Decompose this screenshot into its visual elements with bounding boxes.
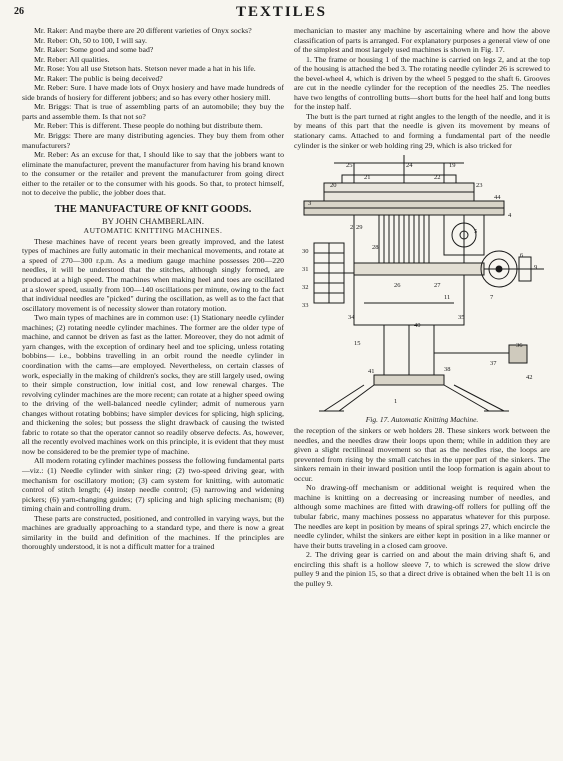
body-paragraph: These parts are constructed, positioned, and controlled in varying ways, but the machines are gradually approaching to a standard type, and there is now a great similarity in the build and definition of the machines. If the principles are thoroughly understood, it is not a difficult matter for a trained (22, 513, 284, 552)
figure-part-label: 24 (406, 162, 413, 170)
figure-caption: Fig. 17. Automatic Knitting Machine. (365, 415, 479, 425)
page-number: 26 (14, 6, 24, 17)
dialogue-line: Mr. Rose: You all use Stetson hats. Stetson never made a hat in his life. (34, 64, 256, 74)
figure-part-label: 7 (490, 294, 494, 302)
figure-part-label: 30 (302, 248, 309, 256)
dialogue-line: Mr. Reber: Sure. I have made lots of Onyx hosiery and have made hundreds of side brands of hosiery for different jobbers; and so has every other hosiery mill. (22, 83, 284, 102)
dialogue-line: Mr. Reber: All qualities. (34, 54, 110, 64)
figure-part-label: 4 (508, 212, 512, 220)
knitting-machine-drawing (294, 153, 550, 415)
figure-part-label: 28 (372, 244, 379, 252)
section-subhead: AUTOMATIC KNITTING MACHINES. (83, 225, 223, 235)
dialogue-line: Mr. Raker: Some good and some bad? (34, 45, 154, 55)
figure-part-label: 20 (330, 182, 337, 190)
figure-part-label: 23 (476, 182, 483, 190)
dialogue-line: Mr. Reber: Oh, 50 to 100, I will say. (34, 35, 147, 45)
machine-figure (294, 153, 550, 425)
figure-part-label: 37 (490, 360, 497, 368)
body-paragraph: No drawing-off mechanism or additional weight is required when the machine is knitting on a decreasing or increasing number of needles, and although some machines are fitted with drawing-off rollers for pulling off the tubular fabric, many machines possess no apparatus whatever for this purpose. The needles are kept in position by means of spiral springs 27, which encircle the needle cylinder, whilst the sinkers are either kept in position in a like manner or have their butts traveling in a closed cam groove. (294, 483, 550, 550)
figure-part-label: 22 (434, 174, 441, 182)
dialogue-line: Mr. Reber: This is different. These people do nothing but distribute them. (34, 121, 263, 131)
figure-part-label: 9 (534, 264, 538, 272)
body-paragraph: the reception of the sinkers or web holders 28. These sinkers work between the needles, and the needles draw their loops upon them; while in addition they are given a slight rectilineal movement so that as the needles rise, the loops are prevented from rising by the small catches in the upper part of the sinkers. The sinkers remain in their inward position until the loop formation is again about to occur. (294, 426, 550, 483)
right-column (294, 26, 550, 588)
figure-part-label: 38 (444, 366, 451, 374)
figure-part-label: 6 (520, 252, 524, 260)
running-title: TEXTILES (235, 4, 328, 20)
figure-part-label: 36 (516, 342, 523, 350)
figure-part-label: 26 (394, 282, 401, 290)
figure-part-label: 5 (474, 228, 478, 236)
figure-part-label: 2 (350, 224, 354, 232)
figure-part-label: 34 (348, 314, 355, 322)
body-paragraph: Two main types of machines are in common use: (1) Stationary needle cylinder machines; (2) rotating needle cylinder machines. The former are the older type of machine, and cannot be driven as fast as the latter. Moreover, they do not admit of yarn changes, with the exception of ordinary heel and toe splicing, unless rotating bobbins— i.e., bobbins travelling in an orbit round the needle cylinder in coordination with the cams—are employed. Nevertheless, on certain classes of work, especially in the making of children's socks, they are still largely used, owing to their simple construction, low initial cost, and low renewal charges. The revolving cylinder machines are the more recent; can rotate at a higher speed owing to the driving of the well-balanced needle cylinder; admit of numerous yarn changes without rotating bobbins; have simpler devices for splicing, high splicing, and thickening the soles; but possess the slight drawback of causing the twisted fabric to rotate so that the operator cannot so readily observe defects. As, however, all the recently evolved machines work on this principle, it is evident that they must now be considered to be the premier type of machine. (22, 313, 284, 456)
dialogue-line: Mr. Raker: And maybe there are 20 different varieties of Onyx socks? (34, 26, 252, 35)
dialogue-line: Mr. Reber: As an excuse for that, I should like to say that the jobbers want to eliminate the manufacturer, prevent the manufacturer from having his brand known to the consumer or the retailer and prevent the manufacturer from going direct either to the retailer or to the consumer with his goods. So that, to protect himself, not to deceive the public, the jobber does that. (22, 150, 284, 198)
figure-part-label: 11 (444, 294, 451, 302)
figure-part-label: 25 (346, 162, 353, 170)
body-paragraph: These machines have of recent years been greatly improved, and the latest types of machines are fully automatic in their mechanical movements, and rotate at a speed of 270—300 r.p.m. As a medium gauge machine possesses 200—220 needles, it will be understood that the stitches, although singly formed, are produced at a high speed. The machines when making heel and toes are oscillated at a slower speed, usually from 100—140 oscillations per minute, owing to the fact that individual needles are "picked" during the oscillation, as well as to the fact that oscillatory movement is of necessity slower than rotatory motion. (22, 236, 284, 313)
figure-part-label: 40 (414, 322, 421, 330)
body-paragraph: The butt is the part turned at right angles to the length of the needle, and it is by means of this part that the needle is given its movement by means of stationary cams. Attached to and forming a fundamental part of the needle cylinder is the sinker or web holding ring 29, which is also tricked for (294, 111, 550, 150)
dialogue-line: Mr. Briggs: There are many distributing agencies. They buy them from other manufacturers? (22, 131, 284, 150)
figure-part-label: 29 (356, 224, 363, 232)
figure-part-label: 44 (494, 194, 501, 202)
figure-part-label: 3 (308, 200, 312, 208)
figure-part-label: 1 (394, 398, 398, 406)
figure-part-label: 31 (302, 266, 309, 274)
figure-part-label: 27 (434, 282, 441, 290)
dialogue-line: Mr. Briggs: That is true of assembling parts of an automobile; they buy the parts and assemble them. Is that not so? (22, 102, 284, 121)
left-column (22, 26, 284, 552)
body-paragraph: mechanician to master any machine by ascertaining where and how the above classification of parts is arranged. For explanatory purposes a general view of one of the simplest and most largely used machines is shown in Fig. 17. (294, 26, 550, 55)
dialogue-line: Mr. Raker: The public is being deceived? (34, 73, 163, 83)
figure-part-label: 35 (458, 314, 465, 322)
figure-part-label: 19 (449, 162, 456, 170)
article-byline: BY JOHN CHAMBERLAIN. (102, 215, 204, 226)
figure-part-label: 33 (302, 302, 309, 310)
body-paragraph: 1. The frame or housing 1 of the machine is carried on legs 2, and at the top of the housing is attached the bed 3. The rotating needle cylinder 26 is screwed to the bevel-wheel 4, which is driven by the wheel 5 pegged to the shaft 6. Grooves are cut in the needle cylinder for the reception of the needles 25. The needles have two lengths of controlling butts—short butts for the heel half and long butts for the instep half. (294, 54, 550, 112)
figure-part-label: 21 (364, 174, 371, 182)
figure-part-label: 41 (368, 368, 375, 376)
article-title: THE MANUFACTURE OF KNIT GOODS. (54, 203, 252, 215)
body-paragraph: All modern rotating cylinder machines possess the following fundamental parts—viz.: (1) Needle cylinder with sinker ring; (2) two-speed driving gear, with mechanism for oscillatory motion; (3) cam system for knitting, with automatic control of stitch length; (4) instep needle control; (5) narrowing and widening pickers; (6) yarn-changing guides; (7) splicing and high splicing mechanism; (8) timing chain and controlling drum. (22, 456, 284, 514)
body-paragraph: 2. The driving gear is carried on and about the main driving shaft 6, and encircling this shaft is a hollow sleeve 7, to which is screwed the slow drive pulley 9 and the pinion 15, so that a direct drive is obtained when the belt 11 is on the pulley 9. (294, 550, 550, 588)
figure-part-label: 42 (526, 374, 533, 382)
figure-part-label: 32 (302, 284, 309, 292)
figure-part-label: 15 (354, 340, 361, 348)
